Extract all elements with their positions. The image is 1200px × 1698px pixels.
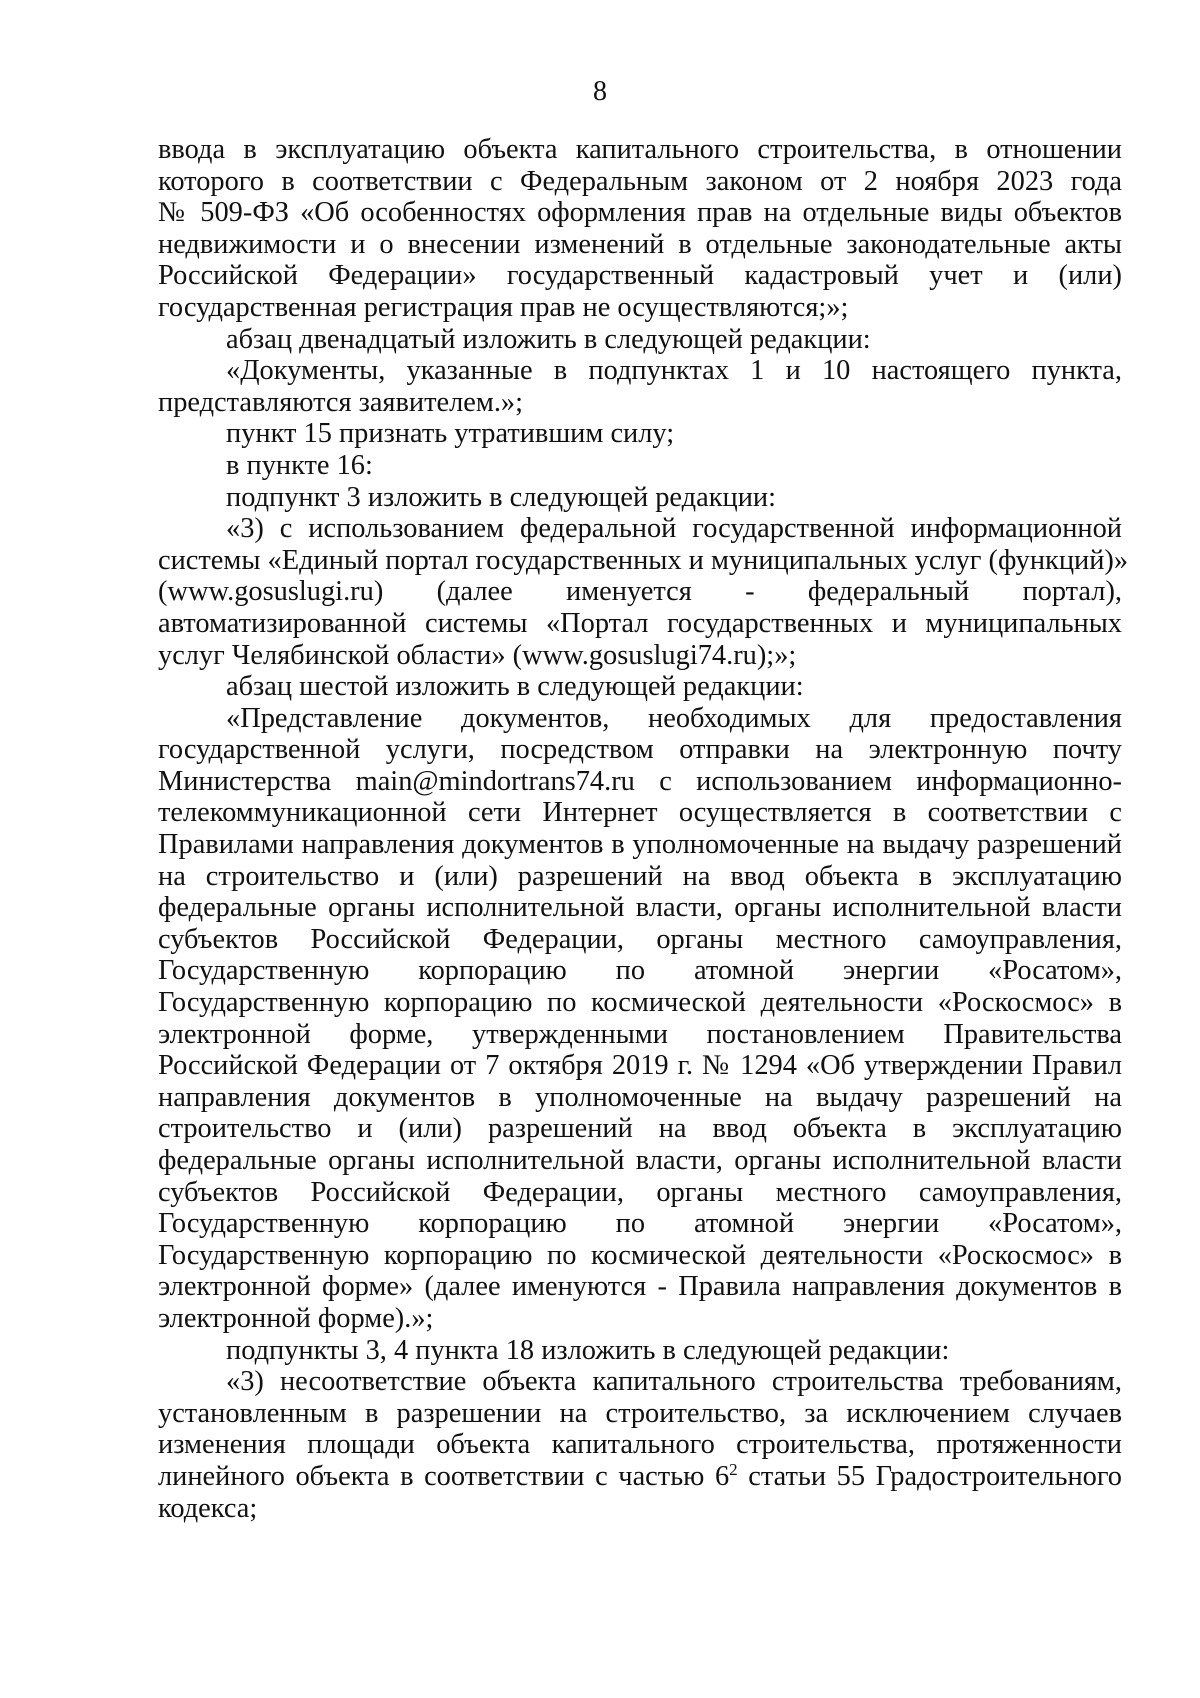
text-line: установленным в разрешении на строительство, за исключением случаев <box>158 1397 1122 1429</box>
text-line: электронной форме).»; <box>158 1302 434 1334</box>
text-line: «Документы, указанные в подпунктах 1 и 10 настоящего пункта, <box>226 355 1122 387</box>
text-line: государственной услуги, посредством отправки на электронную почту <box>158 734 1122 766</box>
text-line: «Представление документов, необходимых для предоставления <box>226 702 1122 734</box>
text-line: автоматизированной системы «Портал государственных и муниципальных <box>158 607 1122 639</box>
paragraph-amend-twelfth: абзац двенадцатый изложить в следующей редакции: <box>226 323 871 355</box>
text-line: федеральные органы исполнительной власти, органы исполнительной власти <box>158 1145 1122 1176</box>
page-number: 8 <box>593 76 607 107</box>
text-line: Российской Федерации» государственный кадастровый учет и (или) <box>158 260 1122 292</box>
text-line: субъектов Российской Федерации, органы местного самоуправления, <box>158 923 1122 955</box>
paragraph-subitem-3: подпункт 3 изложить в следующей редакции: <box>226 481 776 513</box>
paragraph-portal-quote <box>158 513 1129 671</box>
document-body <box>158 134 1129 1524</box>
text-line: недвижимости и о внесении изменений в отдельные законодательные акты <box>158 228 1122 260</box>
text-line: субъектов Российской Федерации, органы местного самоуправления, <box>158 1176 1122 1208</box>
text-line: Государственную корпорацию по атомной энергии «Росатом», <box>158 1208 1122 1240</box>
text-line: «3) с использованием федеральной государственной информационной <box>226 513 1122 545</box>
paragraph-commissioning <box>158 134 1122 324</box>
text-line: Государственную корпорацию по космической деятельности «Роскосмос» в <box>158 987 1122 1019</box>
paragraph-item-16: в пункте 16: <box>226 449 373 481</box>
text-line: федеральные органы исполнительной власти, органы исполнительной власти <box>158 892 1122 924</box>
text-line: на строительство и (или) разрешений на ввод объекта в эксплуатацию <box>158 860 1122 892</box>
text-line: системы «Единый портал государственных и муниципальных услуг (функций)» <box>158 544 1129 576</box>
text-line: № 509-ФЗ «Об особенностях оформления прав на отдельные виды объектов <box>158 197 1122 229</box>
text-line: Российской Федерации от 7 октября 2019 г. № 1294 «Об утверждении Правил <box>158 1050 1122 1082</box>
paragraph-amend-sixth: абзац шестой изложить в следующей редакции: <box>226 671 804 703</box>
text-line: строительство и (или) разрешений на ввод объекта в эксплуатацию <box>158 1113 1122 1145</box>
text-line: Министерства main@mindortrans74.ru с использованием информационно- <box>158 765 1122 797</box>
text-line: кодекса; <box>158 1492 258 1524</box>
superscript-number: 2 <box>729 1459 738 1479</box>
text-line: электронной форме, утвержденными постановлением Правительства <box>158 1018 1122 1050</box>
text-line: которого в соответствии с Федеральным законом от 2 ноября 2023 года <box>158 165 1122 197</box>
text-line: (www.gosuslugi.ru) (далее именуется - федеральный портал), <box>158 576 1122 608</box>
text-line: представляются заявителем.»; <box>158 386 524 418</box>
text-line: Правилами направления документов в уполномоченные на выдачу разрешений <box>158 829 1122 861</box>
text-line: государственная регистрация прав не осуществляются;»; <box>158 291 849 323</box>
text-line: Государственную корпорацию по атомной энергии «Росатом», <box>158 955 1122 987</box>
text-line: телекоммуникационной сети Интернет осуществляется в соответствии с <box>158 797 1122 829</box>
text-line: «3) несоответствие объекта капитального строительства требованиям, <box>226 1366 1122 1398</box>
text-line: изменения площади объекта капитального строительства, протяженности <box>158 1429 1122 1461</box>
text-line: направления документов в уполномоченные на выдачу разрешений на <box>158 1081 1122 1113</box>
text-line: Государственную корпорацию по космической деятельности «Роскосмос» в <box>158 1239 1122 1271</box>
text-line: ввода в эксплуатацию объекта капитального строительства, в отношении <box>158 134 1122 165</box>
paragraph-subitems-18: подпункты 3, 4 пункта 18 изложить в следующей редакции: <box>226 1334 950 1366</box>
text-fragment: статьи 55 Градостроительного <box>737 1460 1122 1492</box>
paragraph-item-15: пункт 15 признать утратившим силу; <box>226 418 675 450</box>
text-line: услуг Челябинской области» (www.gosuslugi74.ru);»; <box>158 639 797 671</box>
text-line-with-superscript <box>158 1461 1122 1493</box>
text-fragment: линейного объекта в соответствии с частью 6 <box>158 1460 730 1492</box>
paragraph-representation-quote <box>158 703 1122 1335</box>
paragraph-noncompliance-quote <box>158 1366 1122 1524</box>
paragraph-documents-quote <box>158 355 1122 418</box>
text-line: электронной форме» (далее именуются - Правила направления документов в <box>158 1271 1122 1303</box>
